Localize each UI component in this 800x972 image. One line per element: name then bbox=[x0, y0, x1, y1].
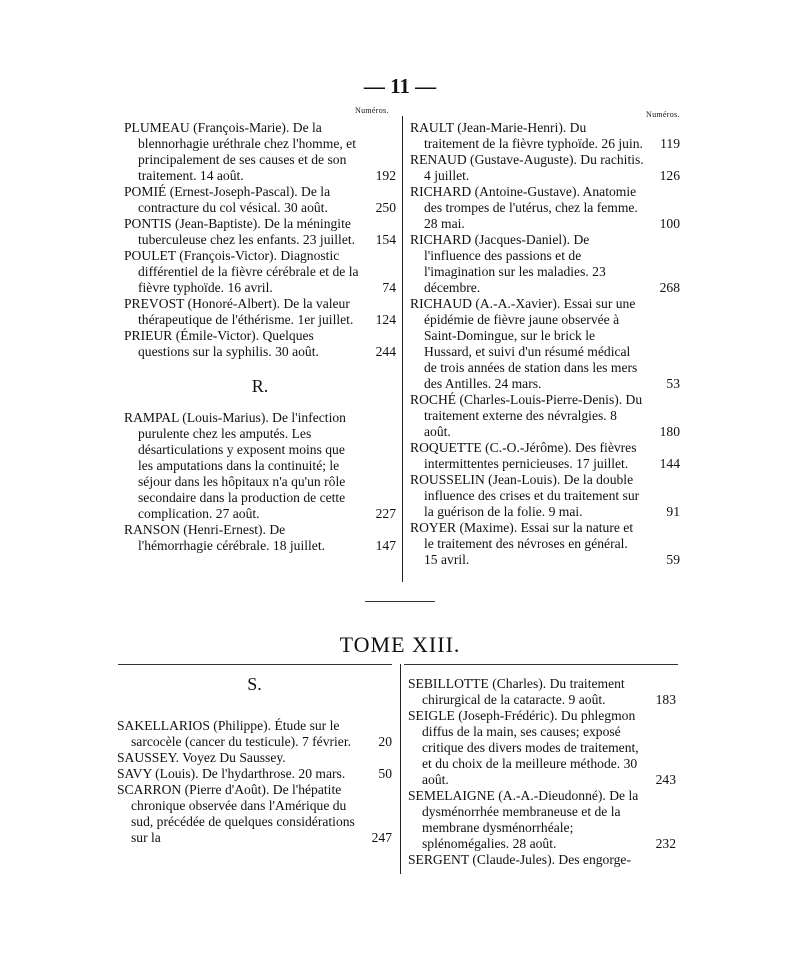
index-entry bbox=[117, 766, 392, 782]
index-column-top-right bbox=[410, 120, 680, 568]
entry-number: 100 bbox=[659, 216, 680, 231]
column-divider-top bbox=[402, 116, 403, 582]
entry-number: 243 bbox=[655, 772, 676, 787]
index-column-bottom-right bbox=[408, 676, 676, 868]
entry-number: 119 bbox=[660, 136, 680, 151]
index-entry bbox=[410, 232, 680, 296]
index-entry bbox=[408, 708, 676, 788]
entry-text: PLUMEAU (François-Marie). De la blennorhagie uréthrale chez l'homme, et principalement de ses causes et de son traitement. 14 août. bbox=[124, 120, 356, 183]
entry-text: SEMELAIGNE (A.-A.-Dieudonné). De la dysménorrhée membraneuse et de la membrane dysménorrhéale; splénomégalies. 28 août. bbox=[408, 788, 639, 851]
entry-number: 227 bbox=[375, 506, 396, 521]
entry-text: POULET (François-Victor). Diagnostic différentiel de la fièvre cérébrale et de la fièvre typhoïde. 16 avril. bbox=[124, 248, 359, 295]
entry-number: 268 bbox=[659, 280, 680, 295]
entry-text: SAUSSEY. Voyez Du Saussey. bbox=[117, 750, 286, 765]
entry-text: PONTIS (Jean-Baptiste). De la méningite tuberculeuse chez les enfants. 23 juillet. bbox=[124, 216, 356, 247]
entry-text: RICHARD (Jacques-Daniel). De l'influence des passions et de l'imagination sur les maladies. 23 décembre. bbox=[410, 232, 606, 295]
numeros-label-right: Numéros. bbox=[646, 110, 680, 119]
index-entry bbox=[408, 788, 676, 852]
column-divider-bottom bbox=[400, 664, 401, 874]
index-entry bbox=[124, 522, 396, 554]
entry-text: RICHAUD (A.-A.-Xavier). Essai sur une épidémie de fièvre jaune observée à Saint-Domingue, sur le brick le Hussard, et suivi d'un résumé médical de trois années de station dans les mers des Antilles. 24 mars. bbox=[410, 296, 638, 391]
index-entry bbox=[410, 472, 680, 520]
index-entry bbox=[124, 328, 396, 360]
entry-number: 50 bbox=[378, 766, 392, 781]
entry-number: 147 bbox=[375, 538, 396, 553]
index-entry bbox=[117, 782, 392, 846]
index-entry bbox=[117, 750, 392, 766]
section-letter-r: R. bbox=[251, 376, 269, 396]
entry-number: 192 bbox=[375, 168, 396, 183]
page-number: — 11 — bbox=[363, 74, 437, 98]
entry-number: 250 bbox=[375, 200, 396, 215]
entry-number: 183 bbox=[655, 692, 676, 707]
entry-number: 124 bbox=[375, 312, 396, 327]
index-entry bbox=[408, 852, 676, 868]
entry-text: PREVOST (Honoré-Albert). De la valeur thérapeutique de l'éthérisme. 1er juillet. bbox=[124, 296, 354, 327]
entry-text: ROQUETTE (C.-O.-Jérôme). Des fièvres intermittentes pernicieuses. 17 juillet. bbox=[410, 440, 637, 471]
entry-number: 20 bbox=[378, 734, 392, 749]
tome-title: TOME XIII. bbox=[339, 632, 461, 657]
entry-text: PRIEUR (Émile-Victor). Quelques questions sur la syphilis. 30 août. bbox=[124, 328, 319, 359]
rule-bottom-right bbox=[404, 664, 678, 665]
index-column-top-left bbox=[124, 120, 396, 554]
index-entry bbox=[117, 718, 392, 750]
entry-text: SCARRON (Pierre d'Août). De l'hépatite chronique observée dans l'Amérique du sud, précédée de quelques considérations sur la bbox=[117, 782, 355, 845]
entry-number: 180 bbox=[659, 424, 680, 439]
index-entry bbox=[410, 392, 680, 440]
entry-text: ROYER (Maxime). Essai sur la nature et le traitement des névroses en général. 15 avril. bbox=[410, 520, 634, 567]
index-entry bbox=[124, 216, 396, 248]
index-entry bbox=[408, 676, 676, 708]
index-entry bbox=[124, 296, 396, 328]
entry-number: 244 bbox=[375, 344, 396, 359]
index-entry bbox=[410, 440, 680, 472]
entry-text: SAKELLARIOS (Philippe). Étude sur le sarcocèle (cancer du testicule). 7 février. bbox=[117, 718, 352, 749]
index-entry bbox=[124, 248, 396, 296]
index-entry bbox=[410, 520, 680, 568]
entry-number: 232 bbox=[655, 836, 676, 851]
entry-number: 154 bbox=[375, 232, 396, 247]
entry-text: SERGENT (Claude-Jules). Des engorge- bbox=[408, 852, 631, 867]
entry-number: 74 bbox=[382, 280, 396, 295]
entry-text: SAVY (Louis). De l'hydarthrose. 20 mars. bbox=[117, 766, 346, 781]
entry-number: 126 bbox=[659, 168, 680, 183]
section-letter-s: S. bbox=[247, 674, 262, 694]
index-entry bbox=[410, 120, 680, 152]
entry-text: RAMPAL (Louis-Marius). De l'infection purulente chez les amputés. Les désarticulations y exposent moins que les amputations dans la continuité; le séjour dans les hôpitaux n'a qu'un rôle secondaire dans la production de cette complication. 27 août. bbox=[124, 410, 346, 521]
entry-text: RAULT (Jean-Marie-Henri). Du traitement de la fièvre typhoïde. 26 juin. bbox=[410, 120, 643, 151]
entry-number: 53 bbox=[666, 376, 680, 391]
entry-text: ROCHÉ (Charles-Louis-Pierre-Denis). Du traitement externe des névralgies. 8 août. bbox=[410, 392, 643, 439]
rule-bottom-left bbox=[118, 664, 392, 665]
index-entry bbox=[124, 410, 396, 522]
entry-text: RENAUD (Gustave-Auguste). Du rachitis. 4 juillet. bbox=[410, 152, 644, 183]
index-entry bbox=[124, 184, 396, 216]
section-separator bbox=[365, 601, 435, 602]
entry-text: ROUSSELIN (Jean-Louis). De la double influence des crises et du traitement sur la guérison de la folie. 9 mai. bbox=[410, 472, 640, 519]
index-entry bbox=[410, 296, 680, 392]
entry-text: SEIGLE (Joseph-Frédéric). Du phlegmon diffus de la main, ses causes; exposé critique des divers modes de traitement, et du choix de la meilleure méthode. 30 août. bbox=[408, 708, 639, 787]
entry-number: 247 bbox=[371, 830, 392, 845]
entry-text: SEBILLOTTE (Charles). Du traitement chirurgical de la cataracte. 9 août. bbox=[408, 676, 625, 707]
index-entry bbox=[124, 120, 396, 184]
index-column-bottom-left bbox=[117, 676, 392, 846]
entry-number: 91 bbox=[666, 504, 680, 519]
index-entry bbox=[410, 152, 680, 184]
entry-text: RICHARD (Antoine-Gustave). Anatomie des trompes de l'utérus, chez la femme. 28 mai. bbox=[410, 184, 638, 231]
entry-text: RANSON (Henri-Ernest). De l'hémorrhagie cérébrale. 18 juillet. bbox=[124, 522, 326, 553]
entry-number: 144 bbox=[659, 456, 680, 471]
index-entry bbox=[410, 184, 680, 232]
entry-text: POMIÉ (Ernest-Joseph-Pascal). De la contracture du col vésical. 30 août. bbox=[124, 184, 331, 215]
entry-number: 59 bbox=[666, 552, 680, 567]
numeros-label-left: Numéros. bbox=[355, 106, 389, 115]
